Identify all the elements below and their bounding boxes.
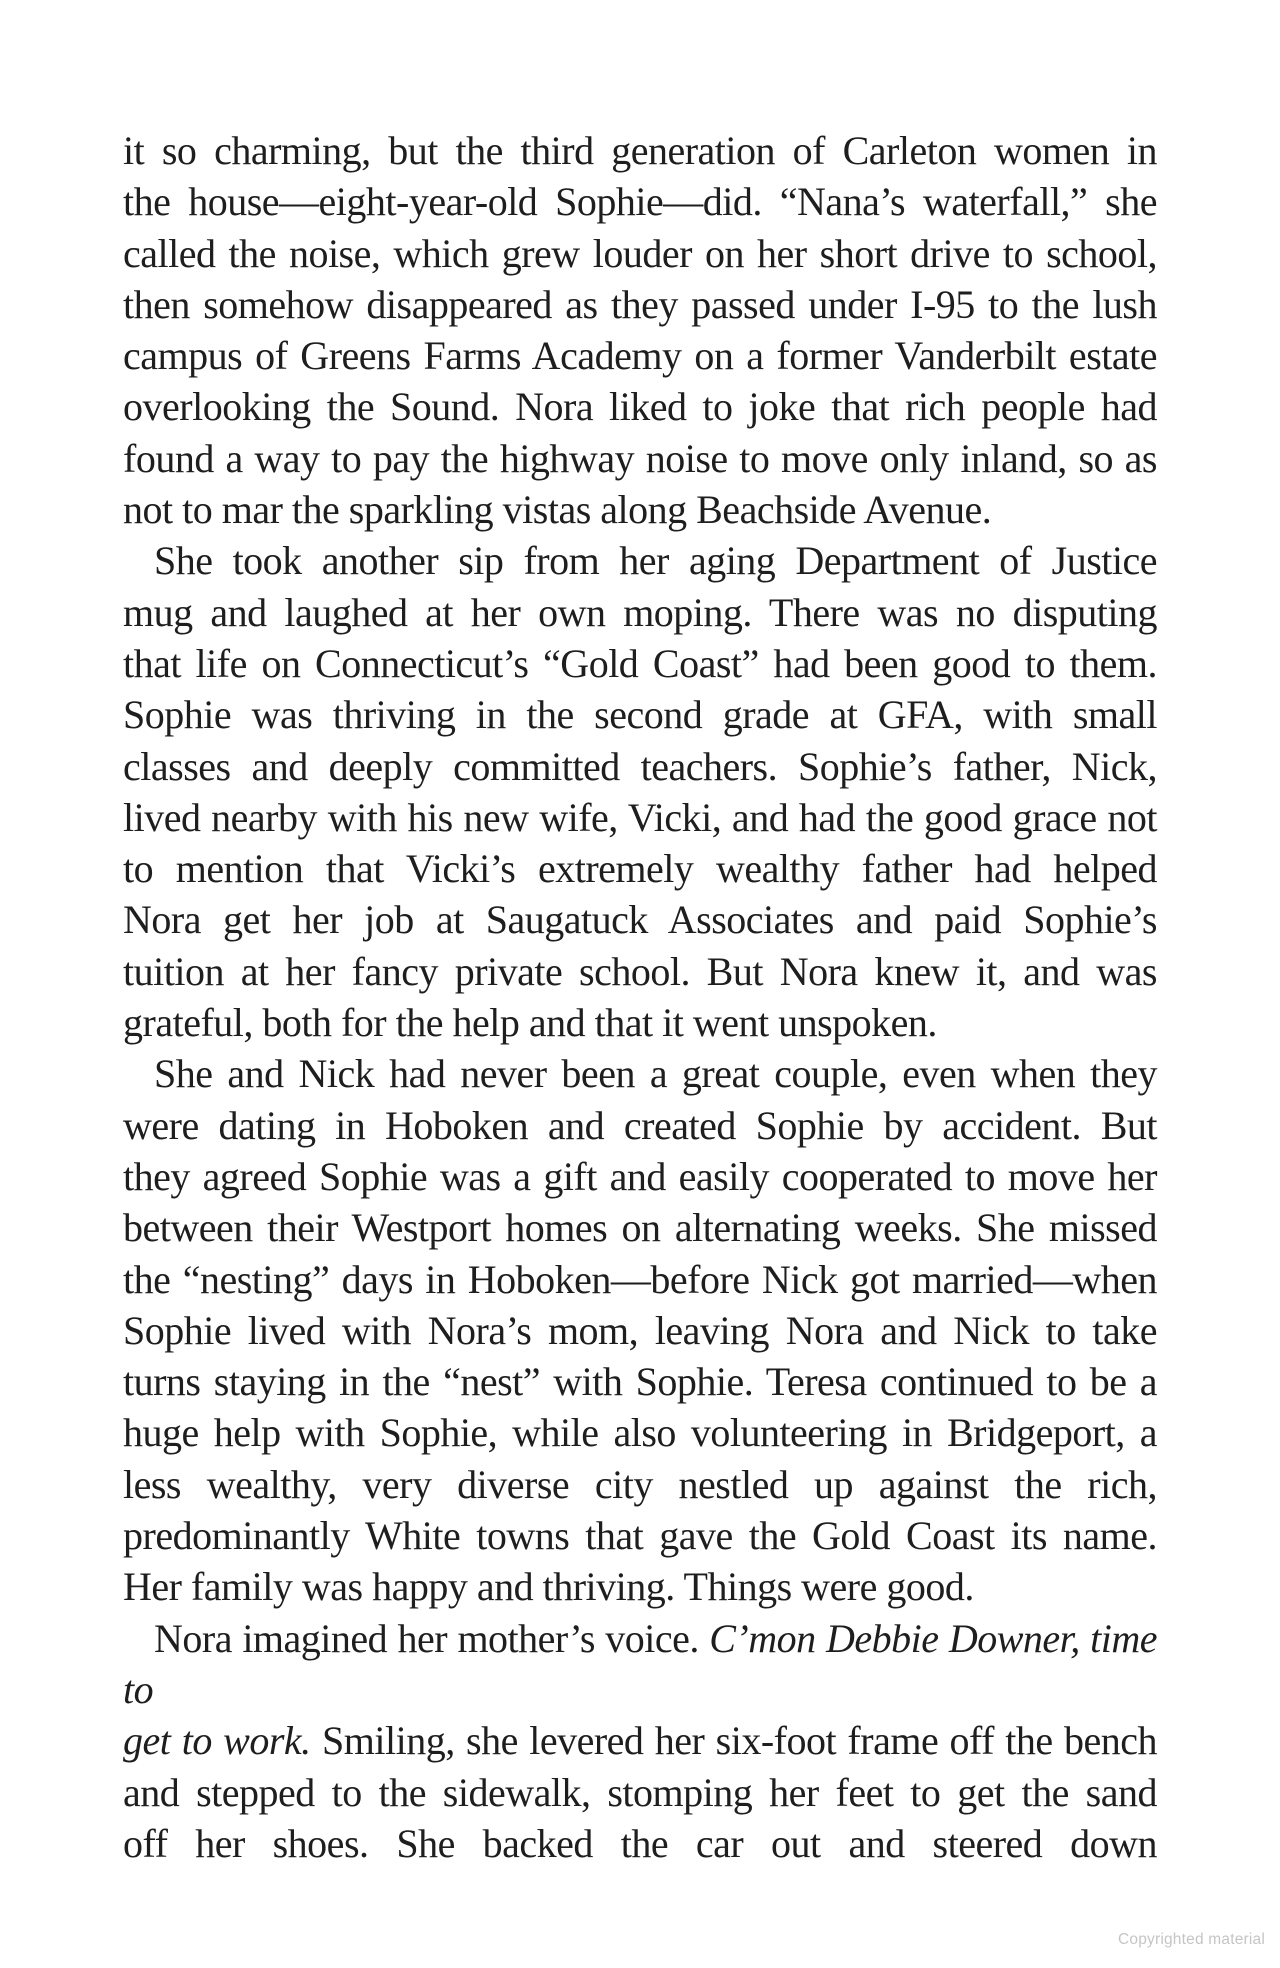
text-line (123, 587, 1157, 638)
text-line (123, 1202, 1157, 1253)
text-segment: turns staying in the “nest” with Sophie. Teresa continued to be a (123, 1359, 1157, 1405)
text-segment: lived nearby with his new wife, Vicki, and had the good grace not (123, 794, 1157, 840)
text-line (123, 1767, 1157, 1818)
text-segment: huge help with Sophie, while also volunteering in Bridgeport, a (123, 1410, 1157, 1456)
text-line (123, 1048, 1157, 1099)
text-line (123, 689, 1157, 740)
text-line (123, 638, 1157, 689)
text-line (123, 1356, 1157, 1407)
text-segment: it so charming, but the third generation of Carleton women in (123, 128, 1157, 173)
text-segment: that life on Connecticut’s “Gold Coast” had been good to them. (123, 640, 1157, 686)
text-segment: classes and deeply committed teachers. Sophie’s father, Nick, (123, 743, 1157, 789)
text-line (123, 997, 1157, 1048)
text-line (123, 1407, 1157, 1458)
text-segment: off her shoes. She backed the car out and steered down (123, 1820, 1157, 1866)
text-segment: tuition at her fancy private school. But Nora knew it, and was (123, 948, 1157, 994)
text-line (123, 1818, 1157, 1869)
text-line (123, 484, 1157, 535)
text-line (123, 894, 1157, 945)
text-line (123, 1459, 1157, 1510)
text-segment: mug and laughed at her own moping. There was no disputing (123, 589, 1157, 635)
text-segment: then somehow disappeared as they passed under I-95 to the lush (123, 281, 1157, 327)
text-line (123, 279, 1157, 330)
text-line (123, 946, 1157, 997)
text-line (123, 330, 1157, 381)
text-line (123, 1613, 1157, 1716)
text-segment: called the noise, which grew louder on her short drive to school, (123, 230, 1157, 276)
text-segment: found a way to pay the highway noise to move only inland, so as (123, 435, 1157, 481)
text-line (123, 1254, 1157, 1305)
text-segment: Sophie was thriving in the second grade at GFA, with small (123, 692, 1157, 738)
text-line (123, 1561, 1157, 1612)
text-segment: Nora get her job at Saugatuck Associates and paid Sophie’s (123, 897, 1157, 943)
text-segment: Sophie lived with Nora’s mom, leaving Nora and Nick to take (123, 1307, 1157, 1353)
text-line (123, 1100, 1157, 1151)
italic-text-segment: get to work. (123, 1718, 311, 1764)
text-line (123, 1715, 1157, 1766)
text-segment: the “nesting” days in Hoboken—before Nick got married—when (123, 1256, 1157, 1302)
text-segment: Her family was happy and thriving. Things were good. (123, 1564, 974, 1610)
text-segment: grateful, both for the help and that it went unspoken. (123, 1000, 937, 1046)
text-segment: less wealthy, very diverse city nestled up against the rich, (123, 1461, 1157, 1507)
copyright-watermark: Copyrighted material (1117, 1931, 1265, 1948)
text-line (123, 433, 1157, 484)
text-segment: predominantly White towns that gave the Gold Coast its name. (123, 1513, 1157, 1559)
text-line (123, 792, 1157, 843)
text-segment: Smiling, she levered her six-foot frame off the bench (310, 1718, 1158, 1764)
text-segment: were dating in Hoboken and created Sophie by accident. But (123, 1102, 1157, 1148)
text-segment: Nora imagined her mother’s voice. (154, 1615, 710, 1661)
text-segment: between their Westport homes on alternating weeks. She missed (123, 1205, 1157, 1251)
text-line (123, 125, 1157, 176)
text-line (123, 1151, 1157, 1202)
text-segment: She and Nick had never been a great couple, even when they (154, 1051, 1157, 1097)
text-line (123, 1510, 1157, 1561)
text-segment: overlooking the Sound. Nora liked to joke that rich people had (123, 384, 1157, 430)
text-segment: campus of Greens Farms Academy on a former Vanderbilt estate (123, 333, 1157, 379)
text-line (123, 741, 1157, 792)
text-line (123, 1305, 1157, 1356)
text-line (123, 381, 1157, 432)
italic-text-segment: C’mon Debbie Downer, time to (123, 1615, 1158, 1712)
text-line (123, 535, 1157, 586)
page-text-block (123, 125, 1157, 1869)
text-segment: She took another sip from her aging Department of Justice (154, 538, 1157, 584)
text-line (123, 843, 1157, 894)
text-line (123, 228, 1157, 279)
text-segment: to mention that Vicki’s extremely wealthy father had helped (123, 846, 1157, 892)
text-segment: they agreed Sophie was a gift and easily cooperated to move her (123, 1153, 1157, 1199)
text-segment: not to mar the sparkling vistas along Beachside Avenue. (123, 487, 992, 533)
text-segment: and stepped to the sidewalk, stomping her feet to get the sand (123, 1769, 1157, 1815)
text-line (123, 176, 1157, 227)
text-segment: the house—eight-year-old Sophie—did. “Nana’s waterfall,” she (123, 179, 1157, 225)
